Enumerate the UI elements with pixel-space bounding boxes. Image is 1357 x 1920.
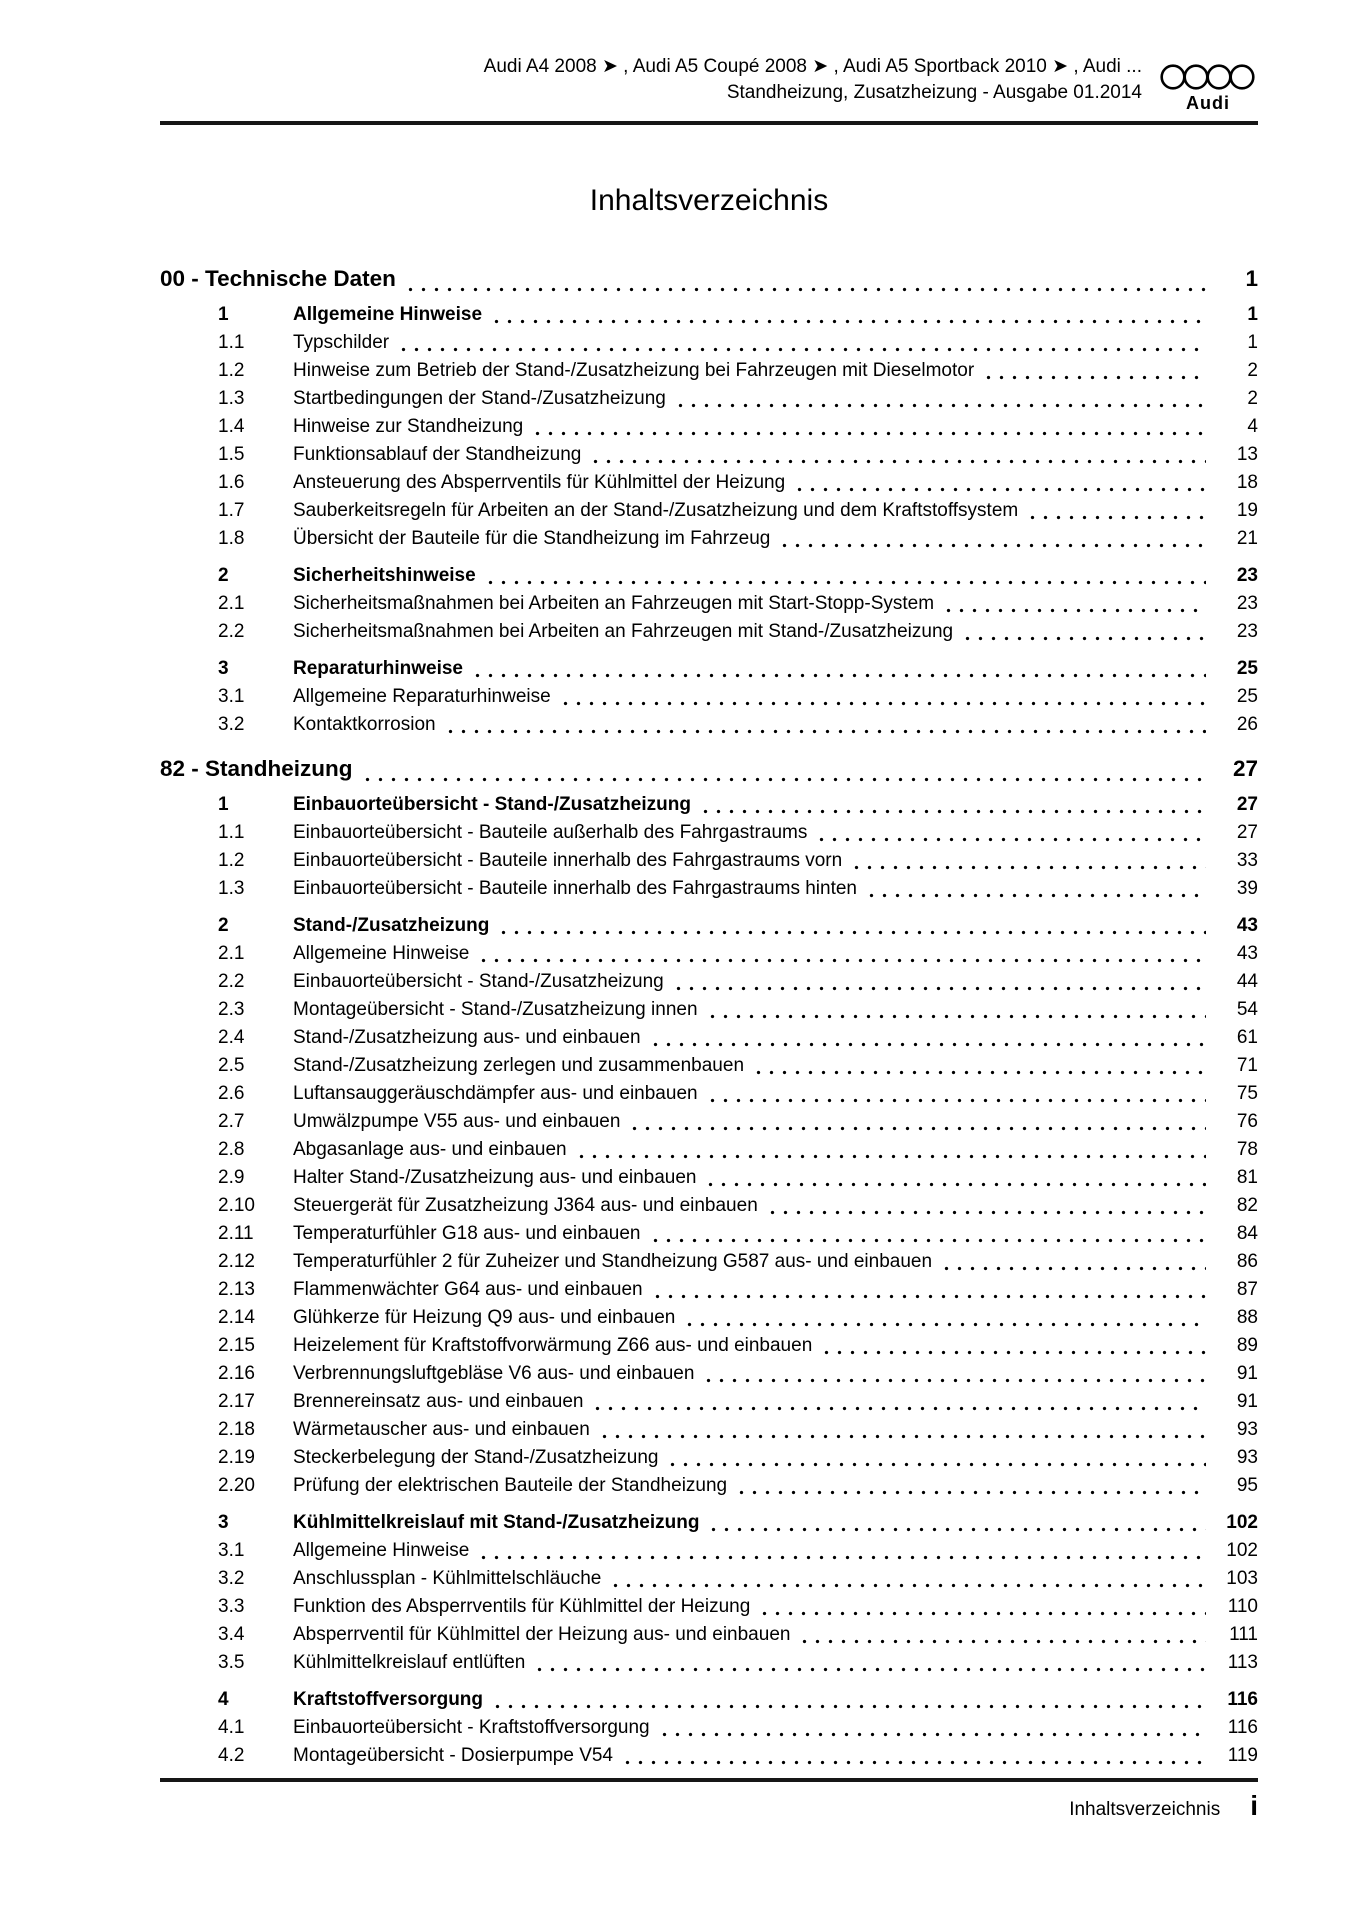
page-number: 27: [1232, 756, 1258, 781]
section-number: 1: [218, 304, 229, 325]
dot-leader: [797, 487, 1206, 492]
toc-entry-row[interactable]: [160, 912, 1258, 940]
toc-entry-row[interactable]: [160, 1686, 1258, 1714]
section-number: 4: [218, 1689, 229, 1710]
dot-leader: [662, 1732, 1206, 1737]
dot-leader: [819, 837, 1206, 842]
section-title: Flammenwächter G64 aus- und einbauen: [293, 1279, 643, 1300]
section-number: 1.3: [218, 878, 245, 899]
toc-entry-row[interactable]: [160, 385, 1258, 413]
section-number: 2.3: [218, 999, 245, 1020]
section-number: 2.12: [218, 1251, 255, 1272]
section-title: Absperrventil für Kühlmittel der Heizung aus- und einbauen: [293, 1624, 791, 1645]
toc-entry-row[interactable]: [160, 1332, 1258, 1360]
section-number: 2.8: [218, 1139, 245, 1160]
dot-leader: [703, 809, 1206, 814]
document-header: [160, 54, 1258, 114]
toc-entry-row[interactable]: [160, 1742, 1258, 1770]
page-number: 61: [1236, 1027, 1258, 1048]
section-title: Wärmetauscher aus- und einbauen: [293, 1419, 590, 1440]
section-number: 3.2: [218, 714, 245, 735]
section-number: 2.1: [218, 943, 245, 964]
section-number: 1.1: [218, 332, 245, 353]
section-title: Steckerbelegung der Stand-/Zusatzheizung: [293, 1447, 659, 1468]
section-title: Hinweise zur Standheizung: [293, 416, 524, 437]
toc-entry-row[interactable]: [160, 875, 1258, 903]
page-number: 21: [1236, 528, 1258, 549]
footer-page-number: i: [1250, 1790, 1258, 1821]
section-number: 4.1: [218, 1717, 245, 1738]
page-number: 111: [1229, 1624, 1258, 1645]
section-number: 3: [218, 1512, 229, 1533]
dot-leader: [782, 543, 1206, 548]
dot-leader: [670, 1462, 1206, 1467]
toc-entry-row[interactable]: [160, 791, 1258, 819]
toc-entry-row[interactable]: [160, 968, 1258, 996]
page-number: 110: [1227, 1596, 1258, 1617]
header-divider: [160, 121, 1258, 125]
section-number: 3.3: [218, 1596, 245, 1617]
page-number: 2: [1247, 360, 1258, 381]
page-number: 1: [1245, 266, 1258, 291]
dot-leader: [762, 1611, 1206, 1616]
toc-entry-row[interactable]: [160, 562, 1258, 590]
section-title: Einbauorteübersicht - Bauteile innerhalb des Fahrgastraums hinten: [293, 878, 857, 899]
toc-entry-row[interactable]: [160, 1276, 1258, 1304]
page-number: 91: [1236, 1363, 1258, 1384]
section-title: Funktion des Absperrventils für Kühlmittel der Heizung: [293, 1596, 751, 1617]
page-number: 23: [1236, 593, 1258, 614]
section-title: Allgemeine Reparaturhinweise: [293, 686, 551, 707]
dot-leader: [678, 403, 1206, 408]
section-number: 2.20: [218, 1475, 255, 1496]
section-number: 2.9: [218, 1167, 245, 1188]
section-number: 2.2: [218, 971, 245, 992]
page-number: 25: [1236, 686, 1258, 707]
section-title: Ansteuerung des Absperrventils für Kühlmittel der Heizung: [293, 472, 786, 493]
section-title: Stand-/Zusatzheizung zerlegen und zusammenbauen: [293, 1055, 745, 1076]
section-title: Allgemeine Hinweise: [293, 304, 483, 325]
page-number: 76: [1236, 1111, 1258, 1132]
dot-leader: [965, 636, 1206, 641]
section-number: 3: [218, 658, 229, 679]
page-number: 116: [1227, 1689, 1258, 1710]
section-title: Einbauorteübersicht - Stand-/Zusatzheizung: [293, 971, 664, 992]
dot-leader: [739, 1490, 1206, 1495]
dot-leader: [676, 986, 1206, 991]
section-number: 2: [218, 915, 229, 936]
section-number: 3.1: [218, 1540, 245, 1561]
dot-leader: [537, 1667, 1206, 1672]
section-number: 2.2: [218, 621, 245, 642]
toc-entry-row[interactable]: [160, 1164, 1258, 1192]
toc-entry-row[interactable]: [160, 1593, 1258, 1621]
toc-entry-row[interactable]: [160, 469, 1258, 497]
dot-leader: [944, 1266, 1206, 1271]
dot-leader: [655, 1294, 1206, 1299]
toc: [160, 261, 1258, 1770]
toc-entry-row[interactable]: [160, 1649, 1258, 1677]
dot-leader: [708, 1182, 1206, 1187]
dot-leader: [488, 580, 1206, 585]
section-number: 1.1: [218, 822, 245, 843]
page-number: 27: [1236, 794, 1258, 815]
dot-leader: [613, 1583, 1206, 1588]
page-number: 86: [1236, 1251, 1258, 1272]
page-number: 75: [1236, 1083, 1258, 1104]
dot-leader: [854, 865, 1206, 870]
audi-wordmark: Audi: [1186, 93, 1230, 113]
page-number: 19: [1236, 500, 1258, 521]
section-title: Temperaturfühler 2 für Zuheizer und Standheizung G587 aus- und einbauen: [293, 1251, 933, 1272]
page-number: 82: [1236, 1195, 1258, 1216]
dot-leader: [535, 431, 1206, 436]
dot-leader: [869, 893, 1206, 898]
section-title: Anschlussplan - Kühlmittelschläuche: [293, 1568, 602, 1589]
dot-leader: [1030, 515, 1206, 520]
section-number: 3.5: [218, 1652, 245, 1673]
section-number: 3.1: [218, 686, 245, 707]
dot-leader: [408, 287, 1206, 292]
dot-leader: [481, 1555, 1206, 1560]
dot-leader: [706, 1378, 1206, 1383]
dot-leader: [481, 958, 1206, 963]
toc-entry-row[interactable]: [160, 1360, 1258, 1388]
section-title: Halter Stand-/Zusatzheizung aus- und einbauen: [293, 1167, 697, 1188]
toc-chapter: [160, 751, 1258, 1770]
page-number: 1: [1247, 332, 1258, 353]
page-number: 54: [1236, 999, 1258, 1020]
header-subject-line: Standheizung, Zusatzheizung - Ausgabe 01.2014: [726, 82, 1142, 103]
toc-entry-row[interactable]: [160, 525, 1258, 553]
toc-entry-row[interactable]: [160, 618, 1258, 646]
section-title: Kühlmittelkreislauf mit Stand-/Zusatzheizung: [293, 1512, 700, 1533]
section-number: 1: [218, 794, 229, 815]
section-title: Kontaktkorrosion: [293, 714, 436, 735]
page-number: 91: [1236, 1391, 1258, 1412]
toc-entry-row[interactable]: [160, 847, 1258, 875]
page-number: 87: [1236, 1279, 1258, 1300]
dot-leader: [632, 1126, 1206, 1131]
toc-entry-row[interactable]: [160, 1388, 1258, 1416]
page-number: 116: [1227, 1717, 1258, 1738]
toc-entry-row[interactable]: [160, 329, 1258, 357]
dot-leader: [365, 777, 1206, 782]
toc-chapter-row[interactable]: [160, 261, 1258, 297]
page-number: 113: [1227, 1652, 1258, 1673]
toc-entry-row[interactable]: [160, 1472, 1258, 1500]
page-number: 95: [1236, 1475, 1258, 1496]
page-number: 1: [1247, 304, 1258, 325]
section-title: Steuergerät für Zusatzheizung J364 aus- und einbauen: [293, 1195, 758, 1216]
toc-entry-row[interactable]: [160, 1080, 1258, 1108]
chapter-label: 82 - Standheizung: [160, 756, 353, 781]
section-title: Einbauorteübersicht - Kraftstoffversorgung: [293, 1717, 650, 1738]
page-number: 23: [1236, 621, 1258, 642]
footer-divider: [160, 1778, 1258, 1782]
section-number: 2.19: [218, 1447, 255, 1468]
dot-leader: [824, 1350, 1206, 1355]
section-number: 2.1: [218, 593, 245, 614]
section-title: Sauberkeitsregeln für Arbeiten an der Stand-/Zusatzheizung und dem Kraftstoffsystem: [293, 500, 1019, 521]
toc-entry-row[interactable]: [160, 1714, 1258, 1742]
section-title: Einbauorteübersicht - Bauteile innerhalb des Fahrgastraums vorn: [293, 850, 843, 871]
dot-leader: [770, 1210, 1206, 1215]
section-title: Kühlmittelkreislauf entlüften: [293, 1652, 526, 1673]
section-title: Stand-/Zusatzheizung: [293, 915, 490, 936]
page-number: 18: [1236, 472, 1258, 493]
section-title: Einbauorteübersicht - Bauteile außerhalb des Fahrgastraums: [293, 822, 808, 843]
page-number: 26: [1236, 714, 1258, 735]
dot-leader: [563, 701, 1206, 706]
page-number: 89: [1236, 1335, 1258, 1356]
toc-entry-row[interactable]: [160, 711, 1258, 739]
page-number: 44: [1236, 971, 1258, 992]
section-number: 2.6: [218, 1083, 245, 1104]
page-title: Inhaltsverzeichnis: [589, 184, 829, 217]
toc-entry-row[interactable]: [160, 590, 1258, 618]
section-number: 2.10: [218, 1195, 255, 1216]
page-number: 119: [1227, 1745, 1258, 1766]
section-number: 2.5: [218, 1055, 245, 1076]
page-number: 33: [1236, 850, 1258, 871]
page-number: 2: [1247, 388, 1258, 409]
toc-entry-row[interactable]: [160, 1509, 1258, 1537]
section-number: 2.17: [218, 1391, 255, 1412]
toc-entry-row[interactable]: [160, 1248, 1258, 1276]
dot-leader: [653, 1042, 1206, 1047]
page-number: 102: [1226, 1512, 1258, 1533]
section-title: Allgemeine Hinweise: [293, 943, 470, 964]
toc-entry-row[interactable]: [160, 301, 1258, 329]
toc-entry-row[interactable]: [160, 1537, 1258, 1565]
section-title: Einbauorteübersicht - Stand-/Zusatzheizung: [293, 794, 691, 815]
toc-entry-row[interactable]: [160, 819, 1258, 847]
footer-label: Inhaltsverzeichnis: [1069, 1799, 1221, 1820]
toc-entry-row[interactable]: [160, 1052, 1258, 1080]
toc-entry-row[interactable]: [160, 996, 1258, 1024]
section-title: Allgemeine Hinweise: [293, 1540, 470, 1561]
section-number: 1.8: [218, 528, 245, 549]
chapter-label: 00 - Technische Daten: [160, 266, 396, 291]
section-title: Montageübersicht - Dosierpumpe V54: [293, 1745, 614, 1766]
document-footer: [160, 1792, 1258, 1821]
toc-entry-row[interactable]: [160, 1024, 1258, 1052]
toc-entry-row[interactable]: [160, 1108, 1258, 1136]
toc-entry-row[interactable]: [160, 1220, 1258, 1248]
section-number: 2.15: [218, 1335, 255, 1356]
dot-leader: [802, 1639, 1206, 1644]
dot-leader: [946, 608, 1206, 613]
toc-entry-row[interactable]: [160, 683, 1258, 711]
page-number: 81: [1236, 1167, 1258, 1188]
section-title: Sicherheitsmaßnahmen bei Arbeiten an Fahrzeugen mit Start-Stopp-System: [293, 593, 935, 614]
header-model-line: Audi A4 2008 ➤ , Audi A5 Coupé 2008 ➤ , Audi A5 Sportback 2010 ➤ , Audi ...: [483, 56, 1142, 77]
toc-entry-row[interactable]: [160, 1444, 1258, 1472]
section-title: Prüfung der elektrischen Bauteile der Standheizung: [293, 1475, 728, 1496]
dot-leader: [475, 673, 1206, 678]
page-number: 93: [1236, 1419, 1258, 1440]
toc-entry-row[interactable]: [160, 1565, 1258, 1593]
section-number: 2.14: [218, 1307, 255, 1328]
section-number: 1.6: [218, 472, 245, 493]
section-title: Sicherheitshinweise: [293, 565, 476, 586]
dot-leader: [710, 1014, 1206, 1019]
toc-entry-row[interactable]: [160, 1621, 1258, 1649]
section-number: 2.18: [218, 1419, 255, 1440]
dot-leader: [986, 375, 1206, 380]
section-number: 1.2: [218, 360, 245, 381]
audi-logo: [1158, 54, 1258, 114]
section-number: 2: [218, 565, 229, 586]
section-title: Montageübersicht - Stand-/Zusatzheizung innen: [293, 999, 698, 1020]
page-number: 84: [1236, 1223, 1258, 1244]
section-title: Übersicht der Bauteile für die Standheizung im Fahrzeug: [293, 528, 771, 549]
dot-leader: [602, 1434, 1206, 1439]
header-model-lines: [160, 54, 1158, 106]
section-number: 1.5: [218, 444, 245, 465]
dot-leader: [595, 1406, 1206, 1411]
section-title: Kraftstoffversorgung: [293, 1689, 484, 1710]
page-number: 78: [1236, 1139, 1258, 1160]
page-number: 102: [1226, 1540, 1258, 1561]
toc-chapter-row[interactable]: [160, 751, 1258, 787]
section-title: Temperaturfühler G18 aus- und einbauen: [293, 1223, 641, 1244]
dot-leader: [710, 1098, 1206, 1103]
page-number: 43: [1236, 915, 1258, 936]
page-number: 25: [1236, 658, 1258, 679]
section-title: Typschilder: [293, 332, 390, 353]
section-number: 3.4: [218, 1624, 245, 1645]
dot-leader: [653, 1238, 1206, 1243]
section-title: Brennereinsatz aus- und einbauen: [293, 1391, 584, 1412]
page-number: 103: [1226, 1568, 1258, 1589]
page-number: 43: [1236, 943, 1258, 964]
toc-entry-row[interactable]: [160, 441, 1258, 469]
dot-leader: [625, 1760, 1206, 1765]
toc-chapter: [160, 261, 1258, 739]
section-title: Stand-/Zusatzheizung aus- und einbauen: [293, 1027, 641, 1048]
dot-leader: [494, 319, 1206, 324]
section-number: 2.16: [218, 1363, 255, 1384]
dot-leader: [593, 459, 1206, 464]
toc-entry-row[interactable]: [160, 1192, 1258, 1220]
dot-leader: [501, 930, 1206, 935]
section-title: Umwälzpumpe V55 aus- und einbauen: [293, 1111, 621, 1132]
section-title: Abgasanlage aus- und einbauen: [293, 1139, 567, 1160]
section-number: 2.7: [218, 1111, 245, 1132]
dot-leader: [495, 1704, 1206, 1709]
dot-leader: [756, 1070, 1206, 1075]
page-number: 4: [1247, 416, 1258, 437]
toc-entry-row[interactable]: [160, 413, 1258, 441]
section-title: Funktionsablauf der Standheizung: [293, 444, 582, 465]
audi-rings-icon: [1158, 62, 1258, 92]
dot-leader: [687, 1322, 1206, 1327]
section-number: 2.4: [218, 1027, 245, 1048]
section-number: 1.3: [218, 388, 245, 409]
toc-entry-row[interactable]: [160, 1136, 1258, 1164]
toc-entry-row[interactable]: [160, 357, 1258, 385]
toc-entry-row[interactable]: [160, 497, 1258, 525]
section-number: 2.13: [218, 1279, 255, 1300]
section-number: 3.2: [218, 1568, 245, 1589]
section-title: Hinweise zum Betrieb der Stand-/Zusatzheizung bei Fahrzeugen mit Dieselmotor: [293, 360, 975, 381]
page-number: 39: [1236, 878, 1258, 899]
dot-leader: [579, 1154, 1206, 1159]
section-title: Startbedingungen der Stand-/Zusatzheizung: [293, 388, 666, 409]
dot-leader: [401, 347, 1206, 352]
page-number: 71: [1236, 1055, 1258, 1076]
section-number: 2.11: [218, 1223, 254, 1244]
page-number: 93: [1236, 1447, 1258, 1468]
dot-leader: [448, 729, 1206, 734]
page-number: 23: [1236, 565, 1258, 586]
toc-entry-row[interactable]: [160, 1304, 1258, 1332]
toc-entry-row[interactable]: [160, 940, 1258, 968]
toc-entry-row[interactable]: [160, 655, 1258, 683]
page-number: 88: [1236, 1307, 1258, 1328]
page-number: 27: [1236, 822, 1258, 843]
page-number: 13: [1236, 444, 1258, 465]
section-title: Glühkerze für Heizung Q9 aus- und einbauen: [293, 1307, 676, 1328]
toc-entry-row[interactable]: [160, 1416, 1258, 1444]
section-title: Heizelement für Kraftstoffvorwärmung Z66 aus- und einbauen: [293, 1335, 813, 1356]
section-title: Sicherheitsmaßnahmen bei Arbeiten an Fahrzeugen mit Stand-/Zusatzheizung: [293, 621, 954, 642]
section-number: 1.4: [218, 416, 245, 437]
section-title: Reparaturhinweise: [293, 658, 463, 679]
section-number: 4.2: [218, 1745, 245, 1766]
dot-leader: [711, 1527, 1206, 1532]
section-number: 1.2: [218, 850, 245, 871]
section-number: 1.7: [218, 500, 245, 521]
section-title: Luftansauggeräuschdämpfer aus- und einbauen: [293, 1083, 698, 1104]
section-title: Verbrennungsluftgebläse V6 aus- und einbauen: [293, 1363, 695, 1384]
